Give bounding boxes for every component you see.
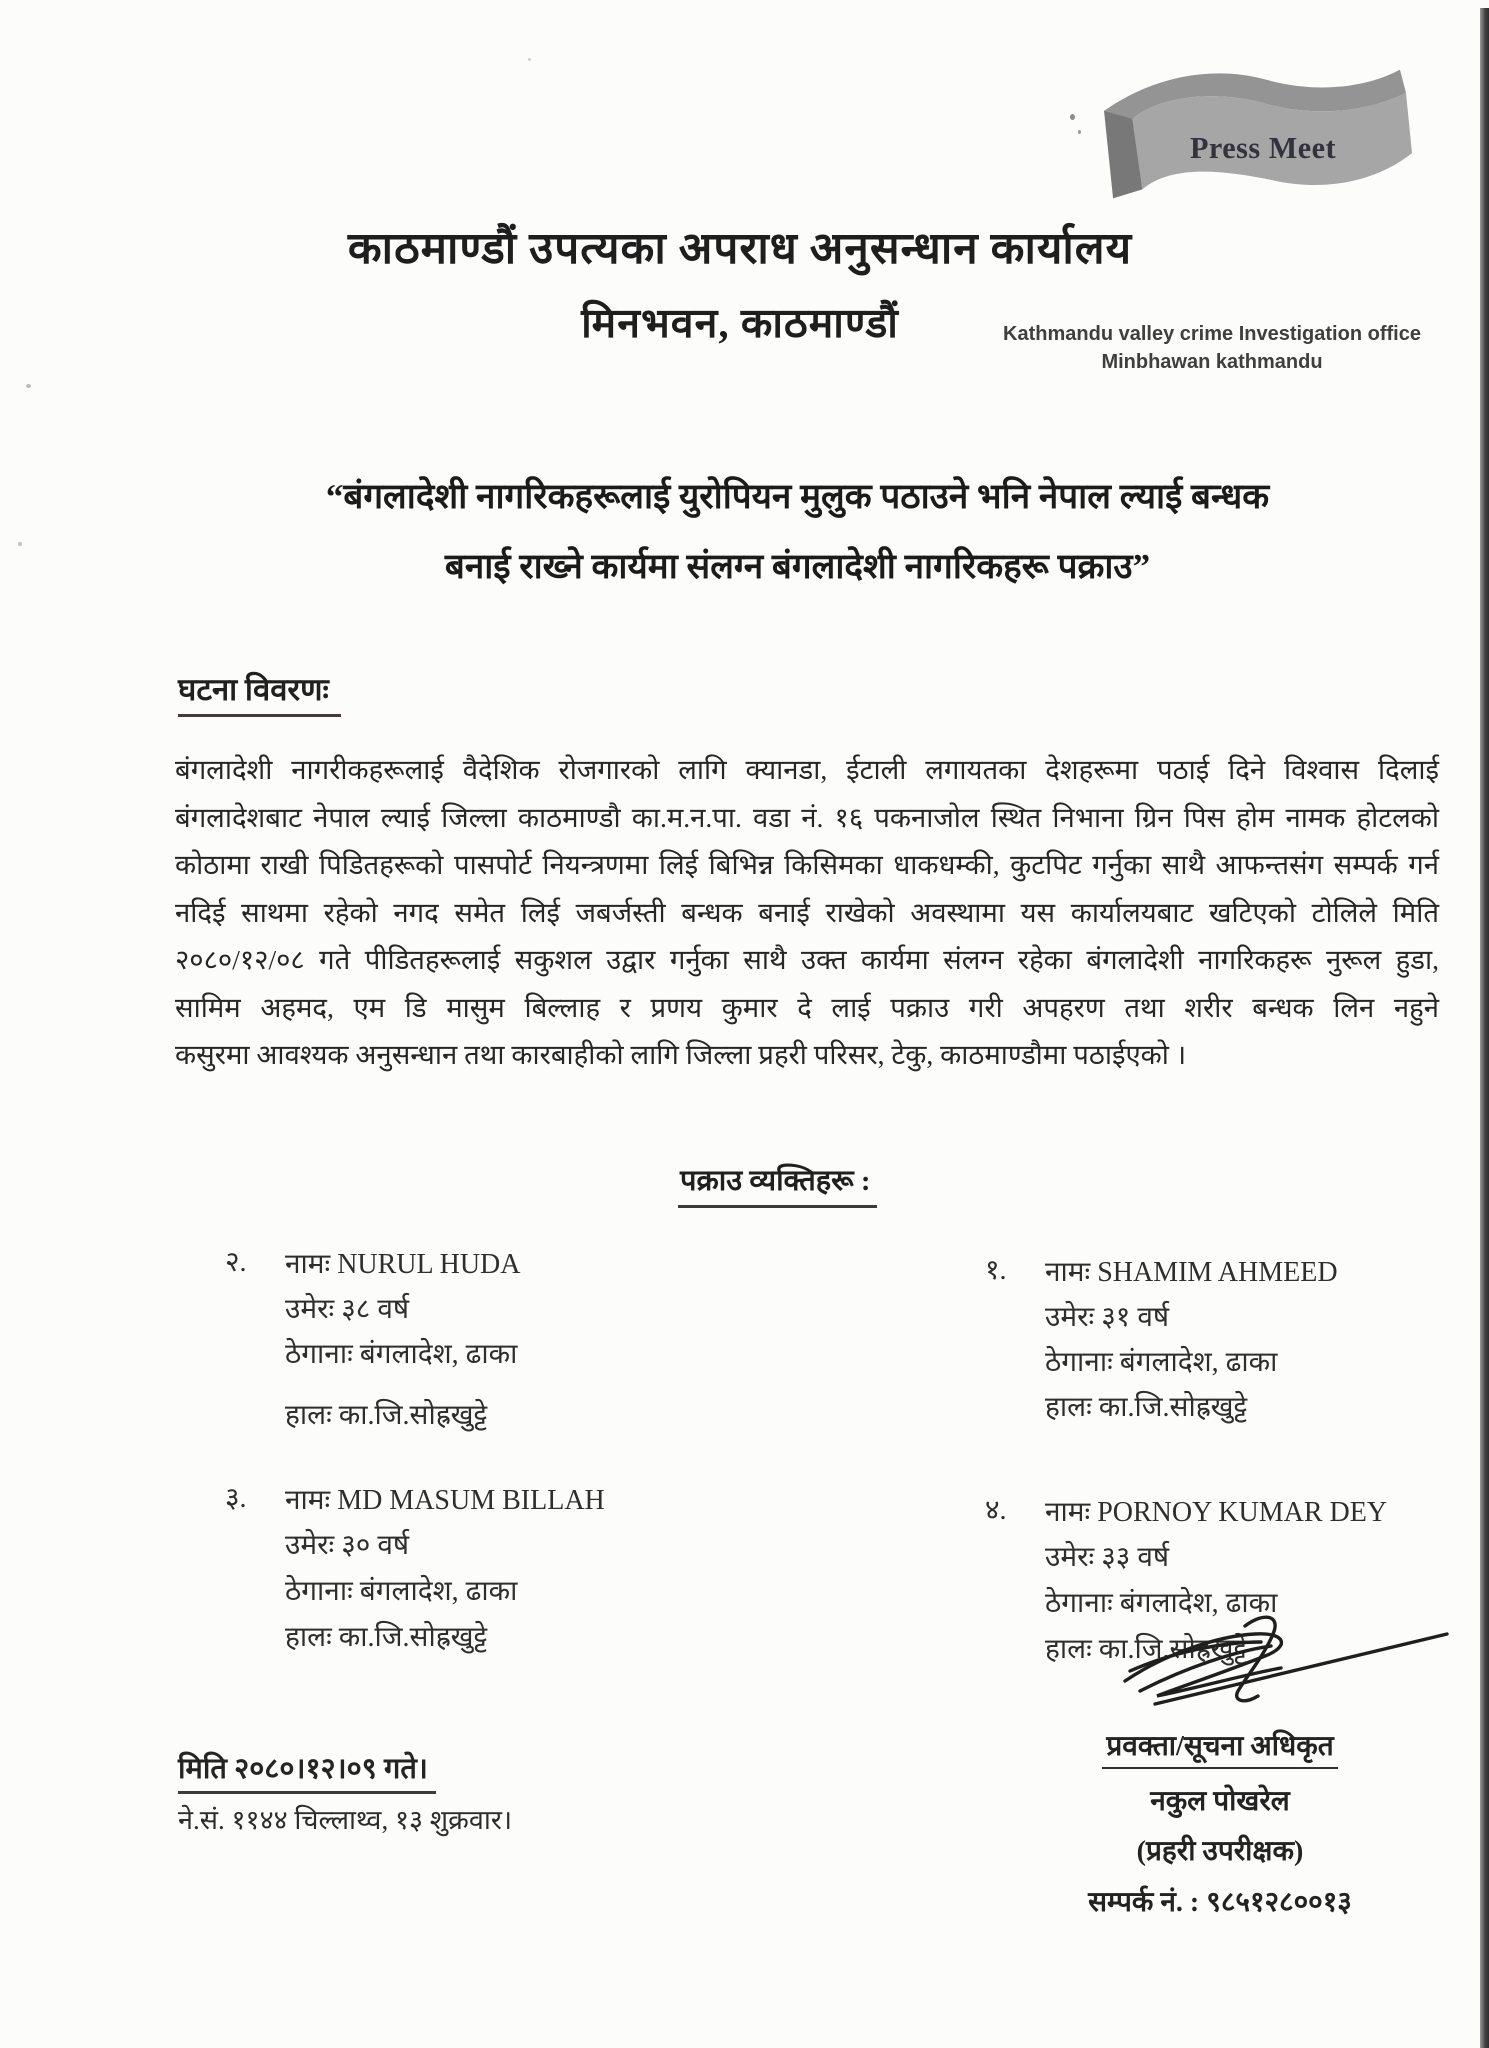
- person-age-line: उमेरः ३८ वर्ष: [285, 1294, 410, 1325]
- person-address-line: ठेगानाः बंगलादेश, ढाका: [285, 1339, 518, 1370]
- incident-body-paragraph: [175, 746, 1439, 1079]
- person-age-line: उमेरः ३१ वर्ष: [1045, 1302, 1170, 1333]
- arrested-person-entry-2: [225, 1242, 520, 1438]
- scan-speck: [26, 384, 31, 388]
- person-number: ४.: [985, 1495, 1007, 1526]
- person-address-line: ठेगानाः बंगलादेश, ढाका: [285, 1576, 518, 1607]
- arrested-person-entry-1: [985, 1250, 1338, 1430]
- org-name-nepali: काठमाण्डौं उपत्यका अपराध अनुसन्धान कार्यालय: [347, 224, 1133, 273]
- org-location-english: Minbhawan kathmandu: [1101, 351, 1323, 373]
- org-name-english: Kathmandu valley crime Investigation office: [1003, 323, 1421, 345]
- handwritten-signature: [1095, 1596, 1457, 1728]
- person-current-address-line: हालः का.जि.सोह्रखुट्टे: [285, 1622, 488, 1653]
- org-location-nepali: मिनभवन, काठमाण्डौं: [581, 300, 899, 346]
- signatory-block: [1002, 1726, 1438, 1920]
- body-line: बंगलादेशबाट नेपाल ल्याई जिल्ला काठमाण्डौ का.म.न.पा. वडा नं. १६ पकनाजोल स्थित निभाना ग्रिन पिस होम नामक होटलको: [175, 801, 1439, 833]
- person-name-line: नामः SHAMIM AHMEED: [1045, 1257, 1338, 1288]
- person-name-line: नामः PORNOY KUMAR DEY: [1045, 1497, 1388, 1528]
- scan-speck: [1078, 130, 1081, 134]
- signatory-name: नकुल पोखरेल: [1150, 1786, 1290, 1817]
- issue-date-line: मिति २०८०।१२।०९ गते।: [178, 1748, 436, 1794]
- person-number: १.: [985, 1255, 1007, 1286]
- person-current-address-line: हालः का.जि.सोह्रखुट्टे: [285, 1400, 488, 1431]
- org-header-english: [992, 320, 1432, 376]
- person-current-address-line: हालः का.जि.सोह्रखुट्टे: [1045, 1392, 1248, 1423]
- body-line: सामिम अहमद, एम डि मासुम बिल्लाह र प्रणय कुमार दे लाई पक्राउ गरी अपहरण तथा शरीर बन्धक लिन नहुने: [175, 991, 1439, 1023]
- body-line: कोठामा राखी पिडितहरूको पासपोर्ट नियन्त्रणमा लिई बिभिन्न किसिमका धाकधम्की, कुटपिट गर्नुका साथै आफन्तसंग सम्पर्क गर्न: [175, 849, 1439, 880]
- headline-line-2: बनाई राख्ने कार्यमा संलग्न बंगलादेशी नागरिकहरू पक्राउ”: [444, 547, 1151, 586]
- body-line: कसुरमा आवश्यक अनुसन्धान तथा कारबाहीको लागि जिल्ला प्रहरी परिसर, टेकु, काठमाण्डौमा पठाईएको ।: [175, 1039, 1187, 1070]
- signatory-contact-number: सम्पर्क नं. : ९८५१२८००१३: [1088, 1887, 1352, 1918]
- person-number: ३.: [225, 1483, 247, 1514]
- scan-speck: [528, 58, 531, 61]
- person-details: [285, 1242, 520, 1438]
- scan-edge-shadow: [1480, 8, 1489, 2048]
- person-address-line: ठेगानाः बंगलादेश, ढाका: [1045, 1347, 1278, 1378]
- body-line: २०८०/१२/०८ गते पीडितहरूलाई सकुशल उद्वार गर्नुका साथै उक्त कार्यमा संलग्न रहेका बंगलादेशी नागरिकहरू नुरूल हुडा,: [175, 944, 1439, 975]
- person-address-line: ठेगानाः बंगलादेश, ढाका: [1045, 1588, 1278, 1619]
- scan-speck: [18, 542, 22, 546]
- press-meet-ribbon: [1100, 60, 1412, 202]
- arrested-persons-heading: पक्राउ व्यक्तिहरू :: [678, 1160, 877, 1208]
- incident-section-heading: घटना विवरणः: [178, 668, 341, 717]
- person-age-line: उमेरः ३० वर्ष: [285, 1530, 410, 1561]
- scan-speck: [1070, 114, 1075, 120]
- person-current-address-line: हालः का.जि.सोह्रखुट्टे: [1045, 1634, 1248, 1665]
- press-meet-label: Press Meet: [1189, 131, 1337, 166]
- signatory-rank: (प्रहरी उपरीक्षक): [1136, 1836, 1304, 1867]
- person-name-line: नामः MD MASUM BILLAH: [285, 1485, 605, 1516]
- body-line: नदिई साथमा रहेको नगद समेत लिई जबर्जस्ती बन्धक बनाई राखेको अवस्थामा यस कार्यालयबाट खटिएको टोलिले मिति: [175, 896, 1439, 928]
- arrested-person-entry-3: [225, 1478, 605, 1661]
- nepal-sambat-line: ने.सं. ११४४ चिल्लाथ्व, १३ शुक्रवार।: [178, 1805, 513, 1835]
- person-number: २.: [225, 1247, 247, 1278]
- person-details: [285, 1478, 605, 1661]
- person-name-line: नामः NURUL HUDA: [285, 1249, 521, 1280]
- person-age-line: उमेरः ३३ वर्ष: [1045, 1542, 1170, 1573]
- body-line: बंगलादेशी नागरीकहरूलाई वैदेशिक रोजगारको लागि क्यानडा, ईटाली लगायतका देशहरूमा पठाई दिने विश्वास दिलाई: [175, 754, 1439, 785]
- signatory-title: प्रवक्ता/सूचना अधिकृत: [1002, 1726, 1438, 1769]
- headline-line-1: “बंगलादेशी नागरिकहरूलाई युरोपियन मुलुक पठाउने भनि नेपाल ल्याई बन्धक: [325, 477, 1270, 516]
- press-headline: [105, 462, 1489, 602]
- person-details: [1045, 1250, 1338, 1430]
